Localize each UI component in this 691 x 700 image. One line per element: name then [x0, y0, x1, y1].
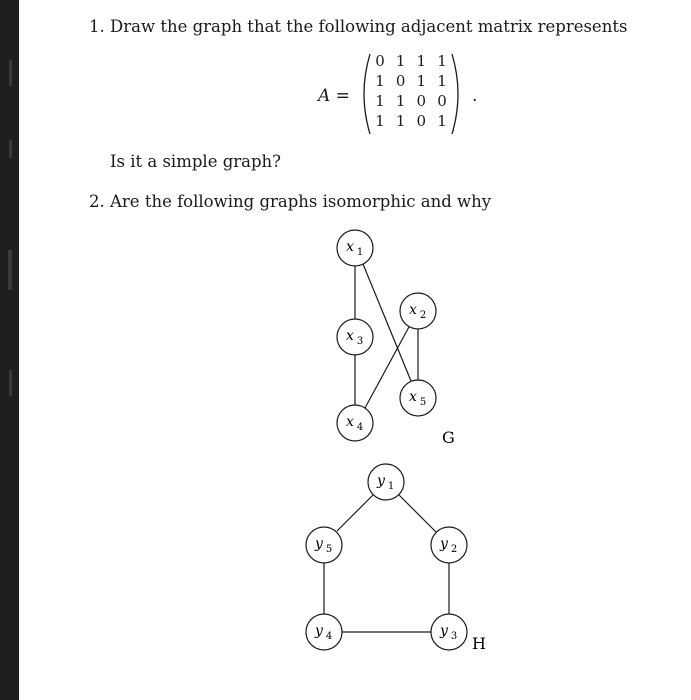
graph-h-node-y2 — [431, 527, 467, 563]
matrix-period: . — [472, 86, 478, 106]
svg-text:4: 4 — [325, 631, 333, 642]
graph-g-node-x1 — [337, 230, 373, 266]
matrix-cell: 1 — [395, 52, 406, 70]
matrix-cell: 1 — [375, 72, 385, 90]
svg-text:y: y — [440, 623, 448, 639]
matrix-cell: 1 — [437, 112, 447, 130]
simple-graph-question: Is it a simple graph? — [110, 152, 282, 171]
matrix-cell: 1 — [437, 72, 447, 90]
svg-text:2: 2 — [419, 310, 427, 321]
svg-text:x: x — [409, 302, 417, 318]
graph-g-name: G — [442, 428, 455, 447]
svg-text:y: y — [315, 536, 323, 552]
svg-text:3: 3 — [356, 336, 364, 347]
svg-text:y: y — [377, 473, 385, 489]
matrix-cell: 1 — [395, 112, 406, 130]
graph-h-node-y4 — [306, 614, 342, 650]
svg-text:1: 1 — [387, 481, 395, 492]
svg-text:2: 2 — [450, 544, 458, 555]
matrix-cell: 0 — [375, 52, 385, 70]
svg-text:y: y — [440, 536, 448, 552]
matrix-cell: 1 — [375, 92, 385, 110]
graph-h-name: H — [472, 634, 486, 653]
matrix-cell: 0 — [416, 92, 427, 110]
edge-y1-y5 — [337, 494, 374, 531]
svg-text:x: x — [346, 328, 354, 344]
svg-text:4: 4 — [356, 422, 364, 433]
matrix-cell: 1 — [416, 72, 427, 90]
svg-text:5: 5 — [325, 544, 333, 555]
matrix-cell: 1 — [416, 52, 427, 70]
svg-text:3: 3 — [450, 631, 458, 642]
question-2-number: 2. — [89, 192, 105, 211]
graph-g-node-x5 — [400, 380, 436, 416]
matrix-cell: 0 — [416, 112, 427, 130]
matrix-label: A = — [318, 86, 350, 106]
svg-text:5: 5 — [419, 397, 427, 408]
graph-h-edges — [324, 494, 449, 632]
graph-g-node-x2 — [400, 293, 436, 329]
edge-y1-y2 — [398, 494, 436, 532]
matrix-cell: 1 — [395, 92, 406, 110]
svg-text:y: y — [315, 623, 323, 639]
svg-text:1: 1 — [356, 247, 364, 258]
question-2-text: Are the following graphs isomorphic and why — [110, 192, 492, 211]
svg-text:x: x — [346, 414, 354, 430]
svg-text:x: x — [409, 389, 417, 405]
matrix-cell: 1 — [437, 52, 447, 70]
question-1-number: 1. — [89, 17, 105, 36]
matrix-cell: 0 — [395, 72, 406, 90]
graph-h-node-y5 — [306, 527, 342, 563]
matrix-cell: 1 — [375, 112, 385, 130]
graph-g-node-x4 — [337, 405, 373, 441]
svg-text:x: x — [346, 239, 354, 255]
matrix-cell: 0 — [437, 92, 447, 110]
graph-g-node-x3 — [337, 319, 373, 355]
graph-h-node-y3 — [431, 614, 467, 650]
question-1-text: Draw the graph that the following adjacent matrix represents — [110, 17, 628, 36]
graph-h-node-y1 — [368, 464, 404, 500]
